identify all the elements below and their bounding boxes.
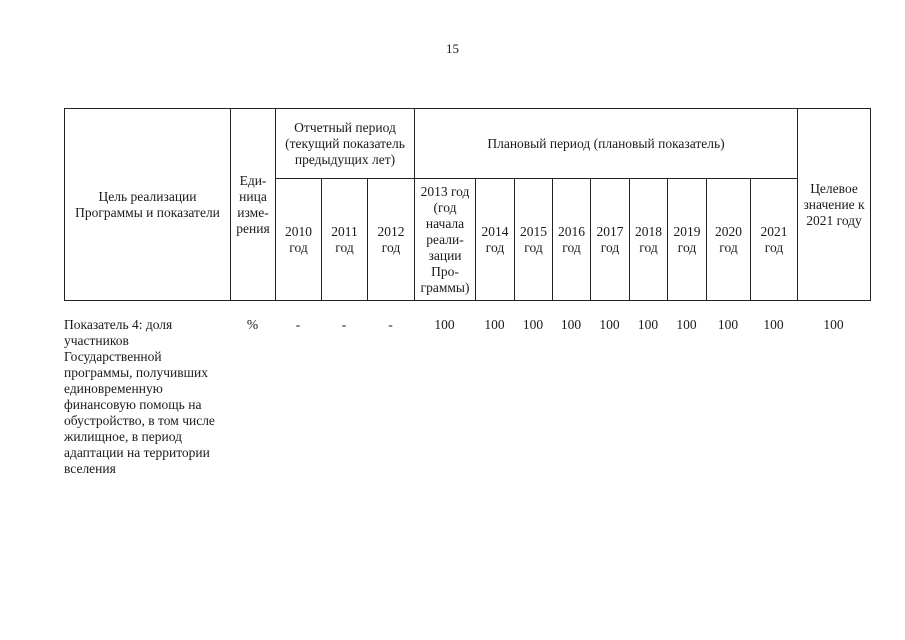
cell-2010: - [295,317,301,332]
header-year-2016: 2016 год [553,179,591,301]
header-year-2010: 2010 год [276,179,322,301]
cell-2016: 100 [560,317,582,332]
table-row [64,317,870,477]
header-year-2014: 2014 год [476,179,515,301]
cell-2013: 100 [434,317,455,332]
header-year-2021: 2021 год [751,179,798,301]
header-year-2020: 2020 год [707,179,751,301]
page-number: 15 [446,41,459,56]
header-reported-period: Отчетный период (текущий показатель предыдущих лет) [276,109,415,179]
cell-target: 100 [823,317,844,332]
cell-2014: 100 [484,317,505,332]
header-planned-period: Плановый период (плановый показатель) [415,109,798,179]
cell-2015: 100 [522,317,544,332]
header-year-2012: 2012 год [368,179,415,301]
header-year-2018: 2018 год [630,179,668,301]
cell-2012: - [388,317,393,332]
cell-unit: % [246,317,259,332]
cell-2011: - [341,317,347,332]
header-goal: Цель реализации Программы и показатели [65,109,231,301]
cell-2017: 100 [599,317,620,332]
header-unit: Еди-ница изме-рения [231,109,276,301]
header-year-2013: 2013 год (год начала реали-зации Про-граммы) [415,179,476,301]
header-year-2015: 2015 год [515,179,553,301]
indicator-description: Показатель 4: доля участников Государственной программы, получивших единовременную финансовую помощь на обустройство, в том числе жилищное, в период адаптации на территории вселения [64,317,215,476]
cell-2019: 100 [676,317,697,332]
header-year-2011: 2011 год [322,179,368,301]
cell-2020: 100 [717,317,739,332]
header-year-2017: 2017 год [591,179,630,301]
cell-2021: 100 [763,317,784,332]
header-target-value: Целевое значение к 2021 году [798,109,871,301]
cell-2018: 100 [637,317,659,332]
indicator-table-header [64,108,871,301]
indicator-table-body [64,317,870,477]
header-year-2019: 2019 год [668,179,707,301]
